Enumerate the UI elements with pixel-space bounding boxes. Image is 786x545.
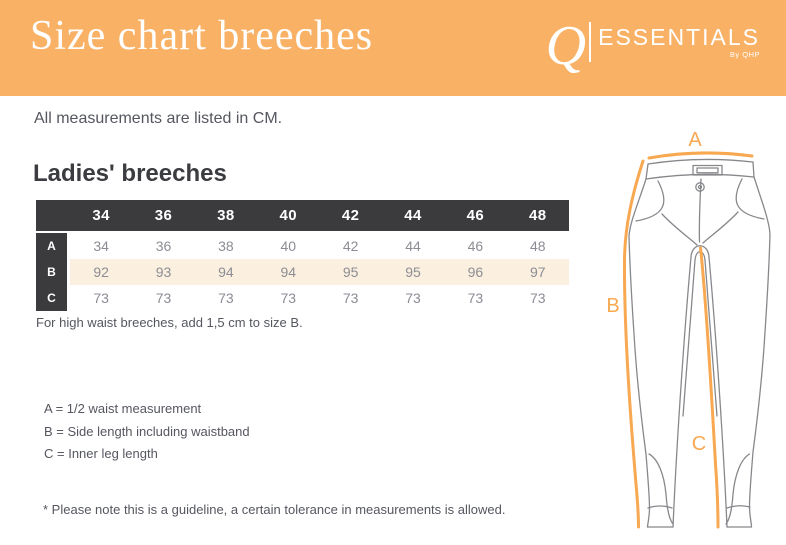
brand-logo (545, 15, 760, 77)
table-cell: 42 (342, 238, 359, 254)
tolerance-footnote: * Please note this is a guideline, a certain tolerance in measurements is allowed. (43, 502, 506, 517)
diagram-label-b: B (606, 295, 620, 317)
size-column-header: 34 (92, 207, 111, 224)
legend-item-a: A = 1/2 waist measurement (44, 401, 202, 416)
table-row (36, 285, 569, 311)
table-cell: 73 (93, 290, 109, 306)
table-cell: 73 (280, 290, 297, 306)
size-column-header: 38 (217, 207, 235, 224)
size-column-header: 46 (466, 207, 485, 224)
size-column-header: 40 (279, 207, 298, 224)
diagram-label-c: C (691, 433, 707, 455)
table-cell: 36 (155, 238, 172, 254)
table-cell: 73 (530, 290, 546, 306)
table-cell: 94 (257, 259, 319, 285)
table-cell: 73 (405, 290, 421, 306)
size-table (36, 200, 569, 311)
page-title: Size chart breeches (30, 13, 374, 59)
table-row (36, 259, 569, 285)
table-cell: 40 (280, 238, 297, 254)
table-cell: 44 (405, 238, 421, 254)
table-cell: 46 (467, 238, 484, 254)
banner (0, 0, 786, 96)
logo-wordmark (598, 25, 760, 59)
measurement-legend (44, 398, 250, 466)
logo-divider (589, 22, 591, 62)
measurement-unit-note: All measurements are listed in CM. (34, 110, 283, 127)
measure-line-a (649, 153, 752, 158)
table-cell: 73 (467, 290, 484, 306)
table-cell: 95 (320, 259, 382, 285)
table-header-row (36, 200, 569, 231)
size-column-header: 36 (154, 207, 173, 224)
breeches-outline (629, 159, 770, 527)
row-label-cell: B (36, 259, 67, 285)
row-label-cell: A (36, 233, 67, 259)
table-cell: 95 (382, 259, 444, 285)
high-waist-note: For high waist breeches, add 1,5 cm to size B. (36, 315, 303, 330)
row-label-cell: C (36, 285, 67, 311)
logo-byline: By QHP (729, 50, 760, 59)
legend-item-c: C = Inner leg length (44, 446, 158, 461)
table-cell: 93 (132, 259, 194, 285)
table-cell: 38 (218, 238, 234, 254)
size-column-header: 44 (404, 207, 422, 224)
logo-brand-name: ESSENTIALS (598, 24, 760, 50)
table-cell: 73 (155, 290, 172, 306)
size-column-header: 48 (528, 207, 547, 224)
diagram-label-a: A (688, 129, 702, 151)
table-corner-cell (36, 200, 70, 231)
section-title: Ladies' breeches (33, 160, 227, 187)
table-row (36, 233, 569, 259)
table-cell: 73 (342, 290, 359, 306)
table-cell: 92 (70, 259, 132, 285)
size-column-header: 42 (341, 207, 360, 224)
table-cell: 96 (444, 259, 506, 285)
logo-q-mark: Q (545, 15, 587, 77)
table-cell: 94 (195, 259, 257, 285)
breeches-diagram (596, 124, 786, 545)
table-cell: 97 (507, 259, 569, 285)
table-cell: 73 (218, 290, 234, 306)
table-cell: 48 (530, 238, 546, 254)
table-cell: 34 (93, 238, 109, 254)
legend-item-b: B = Side length including waistband (44, 423, 250, 439)
